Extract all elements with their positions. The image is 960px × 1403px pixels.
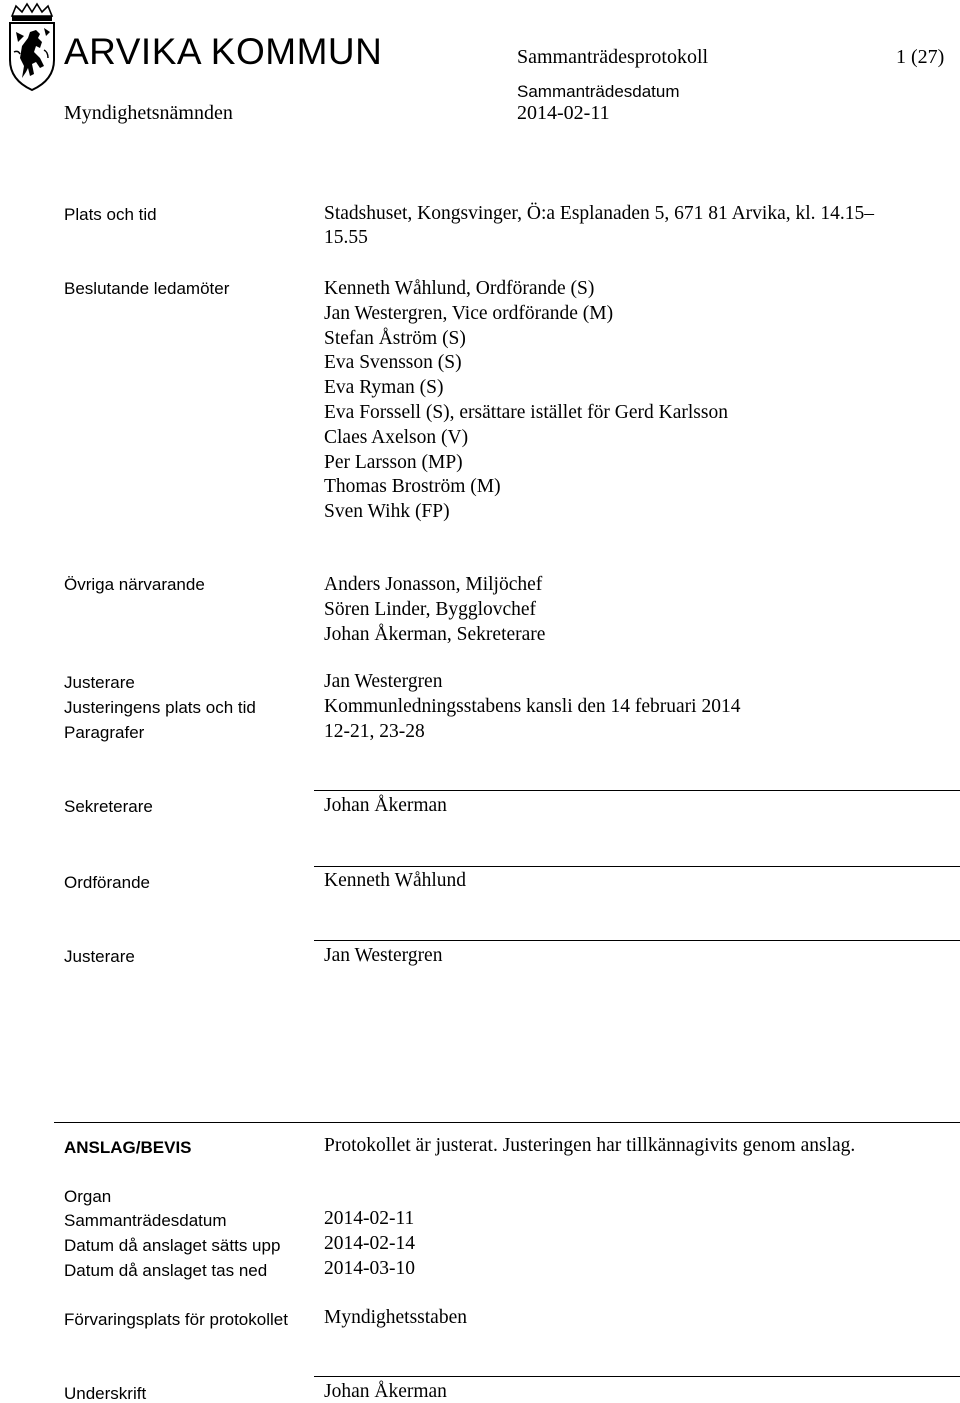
place-label: Plats och tid <box>64 205 157 224</box>
signature-name: Jan Westergren <box>324 945 443 966</box>
member-item: Per Larsson (MP) <box>324 451 463 473</box>
members-list <box>324 277 728 525</box>
member-item: Eva Forssell (S), ersättare istället för Gerd Karlsson <box>324 401 728 423</box>
posted-date: 2014-02-14 <box>324 1233 415 1254</box>
members-label: Beslutande ledamöter <box>64 279 230 298</box>
org-name-logotype: ARVIKA KOMMUN <box>64 31 383 72</box>
signature-line <box>314 1376 960 1377</box>
signature-name: Johan Åkerman <box>324 795 447 816</box>
signature-line <box>314 940 960 941</box>
signature-role: Sekreterare <box>64 797 153 816</box>
member-item: Stefan Åström (S) <box>324 327 466 349</box>
member-item: Kenneth Wåhlund, Ordförande (S) <box>324 278 595 299</box>
paragraphs-value: 12-21, 23-28 <box>324 721 425 742</box>
posted-date-label: Datum då anslaget sätts upp <box>64 1236 281 1255</box>
adjuster-label: Justerare <box>64 673 135 692</box>
storage-label: Förvaringsplats för protokollet <box>64 1310 288 1329</box>
meeting-date: 2014-02-11 <box>517 102 610 124</box>
member-item: Jan Westergren, Vice ordförande (M) <box>324 302 614 324</box>
member-item: Eva Ryman (S) <box>324 377 444 399</box>
member-item: Eva Svensson (S) <box>324 352 462 374</box>
notice-meeting-date: 2014-02-11 <box>324 1208 415 1229</box>
signature-role: Ordförande <box>64 873 150 892</box>
storage-value: Myndighetsstaben <box>324 1307 467 1328</box>
page-number: 1 (27) <box>896 46 945 68</box>
signature-role: Justerare <box>64 947 135 966</box>
member-item: Sven Wihk (FP) <box>324 501 450 523</box>
other-attendee: Anders Jonasson, Miljöchef <box>324 574 543 595</box>
adjust-place: Kommunledningsstabens kansli den 14 februari 2014 <box>324 696 741 717</box>
notice-divider <box>54 1122 960 1123</box>
arvika-coat-of-arms-logo <box>4 2 60 92</box>
member-item: Claes Axelson (V) <box>324 426 469 448</box>
member-item: Thomas Broström (M) <box>324 476 501 498</box>
notice-heading: ANSLAG/BEVIS <box>64 1138 192 1157</box>
removed-date-label: Datum då anslaget tas ned <box>64 1261 268 1280</box>
notice-meeting-date-label: Sammanträdesdatum <box>64 1211 227 1230</box>
others-list <box>324 572 545 647</box>
signature-label: Underskrift <box>64 1384 147 1403</box>
signature-line <box>314 790 960 791</box>
place-line-2: 15.55 <box>324 227 368 248</box>
organ-label: Organ <box>64 1187 112 1206</box>
signature-name: Johan Åkerman <box>324 1381 447 1402</box>
other-attendee: Sören Linder, Bygglovchef <box>324 599 537 620</box>
paragraphs-label: Paragrafer <box>64 723 145 742</box>
meeting-date-label: Sammanträdesdatum <box>517 82 680 101</box>
place-line-1: Stadshuset, Kongsvinger, Ö:a Esplanaden 5, 671 81 Arvika, kl. 14.15– <box>324 203 875 224</box>
signature-name: Kenneth Wåhlund <box>324 870 467 891</box>
others-label: Övriga närvarande <box>64 575 205 594</box>
committee-name: Myndighetsnämnden <box>64 102 233 124</box>
adjuster-name: Jan Westergren <box>324 671 443 692</box>
notice-text: Protokollet är justerat. Justeringen har tillkännagivits genom anslag. <box>324 1135 856 1156</box>
signature-line <box>314 866 960 867</box>
removed-date: 2014-03-10 <box>324 1258 415 1279</box>
other-attendee: Johan Åkerman, Sekreterare <box>324 624 546 645</box>
adjust-place-label: Justeringens plats och tid <box>64 698 256 717</box>
document-type: Sammanträdesprotokoll <box>517 46 709 68</box>
